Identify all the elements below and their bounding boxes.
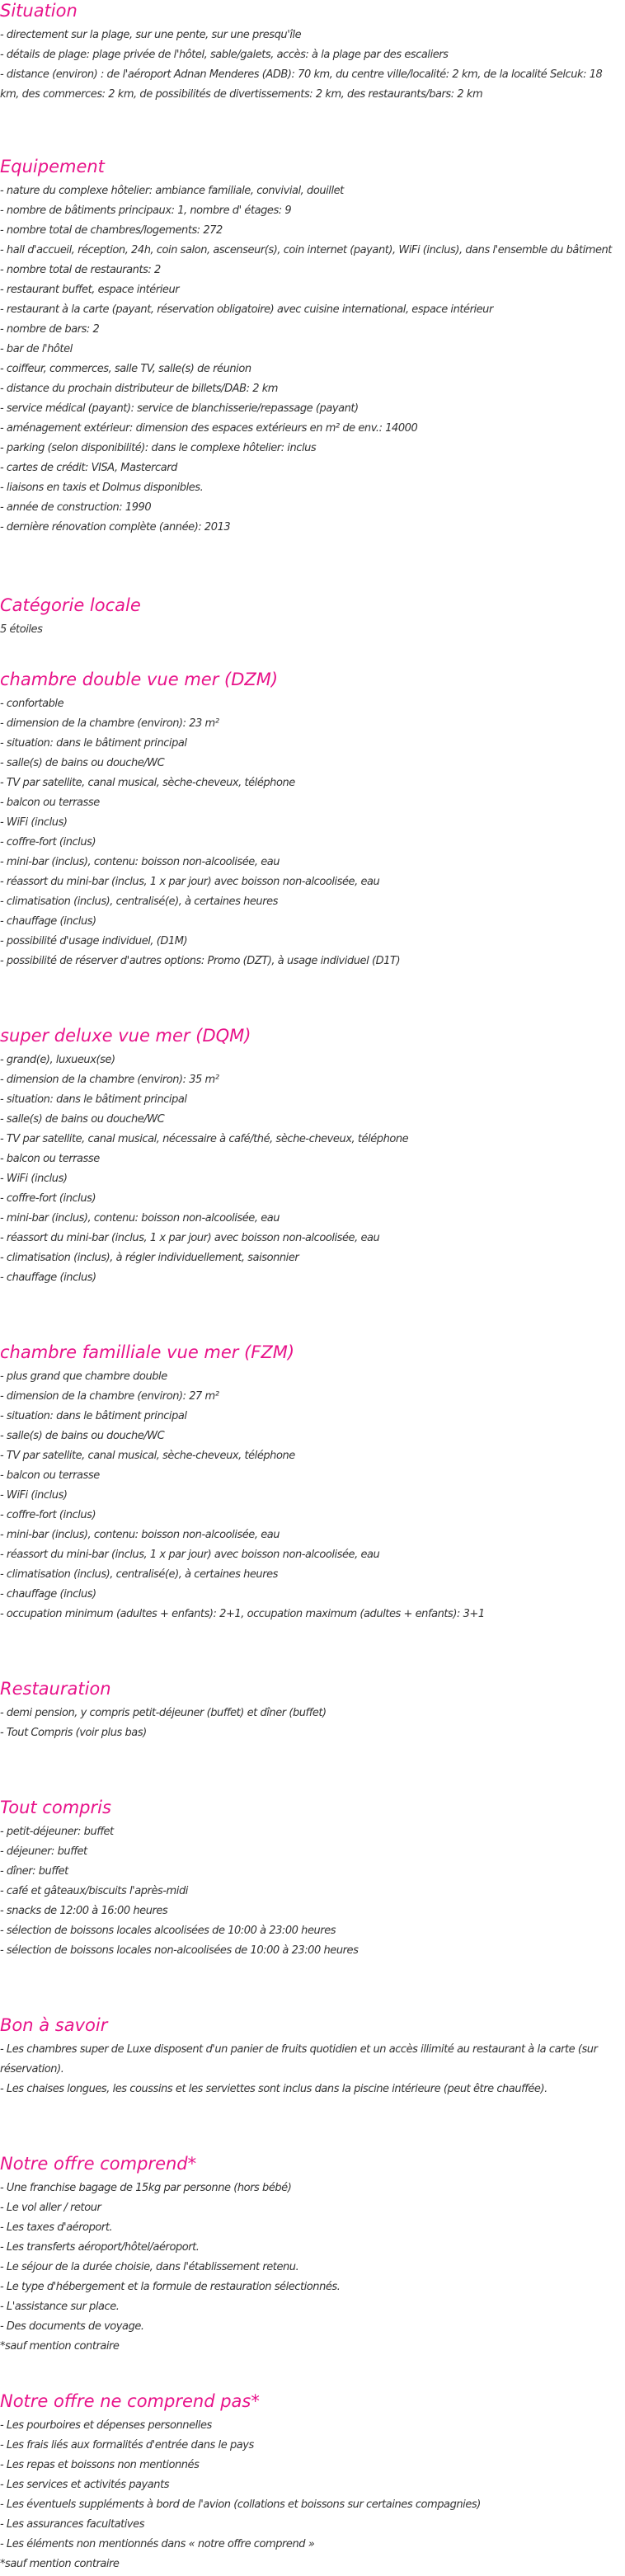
list-item: - directement sur la plage, sur une pente, sur une presqu'île <box>0 29 302 41</box>
list-item: - Une franchise bagage de 15kg par personne (hors bébé) <box>0 2182 292 2194</box>
section-lines <box>0 1051 625 1288</box>
list-item: - déjeuner: buffet <box>0 1845 87 1858</box>
list-item: - occupation minimum (adultes + enfants): 2+1, occupation maximum (adultes + enfants): 3+1 <box>0 1608 485 1620</box>
list-item: - WiFi (inclus) <box>0 816 68 829</box>
list-item: - Les services et activités payants <box>0 2479 170 2491</box>
section-offre-comprend <box>0 2153 625 2357</box>
list-item: - demi pension, y compris petit-déjeuner (buffet) et dîner (buffet) <box>0 1707 327 1719</box>
list-item: - Le séjour de la durée choisie, dans l'établissement retenu. <box>0 2261 299 2273</box>
list-item: - coffre-fort (inclus) <box>0 1192 96 1205</box>
section-heading: chambre familliale vue mer (FZM) <box>0 1342 295 1362</box>
section-situation <box>0 0 625 105</box>
list-item: - sélection de boissons locales non-alcoolisées de 10:00 à 23:00 heures <box>0 1944 359 1957</box>
list-item: - possibilité d'usage individuel, (D1M) <box>0 935 188 947</box>
list-item: - coffre-fort (inclus) <box>0 836 96 848</box>
section-heading: Situation <box>0 1 78 21</box>
section-lines <box>0 1704 625 1743</box>
list-item: - dimension de la chambre (environ): 35 m² <box>0 1074 219 1086</box>
list-item: - situation: dans le bâtiment principal <box>0 1093 187 1106</box>
list-item: - détails de plage: plage privée de l'hôtel, sable/galets, accès: à la plage par des escaliers <box>0 49 449 61</box>
list-item: - grand(e), luxueux(se) <box>0 1054 115 1066</box>
section-room-dqm <box>0 1025 625 1288</box>
list-item: - nombre de bâtiments principaux: 1, nombre d' étages: 9 <box>0 204 292 217</box>
list-item: - réassort du mini-bar (inclus, 1 x par jour) avec boisson non-alcoolisée, eau <box>0 1549 380 1561</box>
list-item: - nombre de bars: 2 <box>0 323 100 336</box>
list-item: - Le vol aller / retour <box>0 2202 101 2214</box>
category-stars: 5 étoiles <box>0 623 43 636</box>
section-room-dzm <box>0 669 625 971</box>
list-item: - liaisons en taxis et Dolmus disponibles. <box>0 482 204 494</box>
list-item: - Les pourboires et dépenses personnelles <box>0 2419 212 2432</box>
list-item: - mini-bar (inclus), contenu: boisson non-alcoolisée, eau <box>0 856 280 868</box>
section-lines <box>0 181 625 538</box>
list-item: - distance (environ) : de l'aéroport Adnan Menderes (ADB): 70 km, du centre ville/localité: 2 km, de la localité Selcuk: 18 km, des commerces: 2 km, de possibilités de divertissements: 2 km, des restaurants/bars: 2 km <box>0 68 603 101</box>
list-item: - mini-bar (inclus), contenu: boisson non-alcoolisée, eau <box>0 1212 280 1225</box>
section-heading: Notre offre ne comprend pas* <box>0 2391 260 2411</box>
list-item: - réassort du mini-bar (inclus, 1 x par jour) avec boisson non-alcoolisée, eau <box>0 876 380 888</box>
list-item: - salle(s) de bains ou douche/WC <box>0 757 165 769</box>
section-heading: Bon à savoir <box>0 2015 108 2035</box>
list-item: - hall d'accueil, réception, 24h, coin salon, ascenseur(s), coin internet (payant), WiFi (inclus), dans l'ensemble du bâtiment <box>0 244 612 256</box>
list-item: - nature du complexe hôtelier: ambiance familiale, convivial, douillet <box>0 185 344 197</box>
list-item: - coffre-fort (inclus) <box>0 1509 96 1521</box>
section-equipement <box>0 156 625 538</box>
list-item: - mini-bar (inclus), contenu: boisson non-alcoolisée, eau <box>0 1529 280 1541</box>
section-heading: Equipement <box>0 157 105 176</box>
list-item: - année de construction: 1990 <box>0 501 152 514</box>
list-item: - WiFi (inclus) <box>0 1173 68 1185</box>
section-heading: super deluxe vue mer (DQM) <box>0 1026 251 1046</box>
list-item: - Les taxes d'aéroport. <box>0 2221 113 2234</box>
list-item: - plus grand que chambre double <box>0 1370 167 1383</box>
list-item: - réassort du mini-bar (inclus, 1 x par jour) avec boisson non-alcoolisée, eau <box>0 1232 380 1244</box>
list-item: - climatisation (inclus), centralisé(e), à certaines heures <box>0 895 278 908</box>
section-heading: Restauration <box>0 1679 111 1699</box>
list-item: - restaurant buffet, espace intérieur <box>0 284 180 296</box>
list-item: - Les chambres super de Luxe disposent d'un panier de fruits quotidien et un accès illimité au restaurant à la carte (sur réservation). <box>0 2043 598 2075</box>
section-heading: Tout compris <box>0 1798 111 1817</box>
list-item: - chauffage (inclus) <box>0 1588 96 1601</box>
list-item: - Les transferts aéroport/hôtel/aéroport. <box>0 2241 200 2254</box>
list-item: - balcon ou terrasse <box>0 1469 100 1482</box>
list-item: - chauffage (inclus) <box>0 915 96 928</box>
list-item: - Des documents de voyage. <box>0 2320 144 2333</box>
section-heading: chambre double vue mer (DZM) <box>0 670 279 689</box>
footnote: *sauf mention contraire <box>0 2340 120 2353</box>
list-item: - climatisation (inclus), à régler individuellement, saisonnier <box>0 1252 299 1264</box>
section-lines <box>0 1822 625 1961</box>
list-item: - snacks de 12:00 à 16:00 heures <box>0 1905 168 1917</box>
list-item: - service médical (payant): service de blanchisserie/repassage (payant) <box>0 402 359 415</box>
list-item: - Les éventuels suppléments à bord de l'avion (collations et boissons sur certaines compagnies) <box>0 2498 481 2511</box>
section-offre-ne-comprend-pas <box>0 2390 625 2574</box>
section-lines <box>0 26 625 105</box>
list-item: - café et gâteaux/biscuits l'après-midi <box>0 1885 188 1897</box>
section-lines <box>0 2179 625 2357</box>
list-item: - petit-déjeuner: buffet <box>0 1826 114 1838</box>
list-item: - dîner: buffet <box>0 1865 68 1878</box>
list-item: - salle(s) de bains ou douche/WC <box>0 1113 165 1126</box>
list-item: - situation: dans le bâtiment principal <box>0 737 187 750</box>
list-item: - nombre total de chambres/logements: 272 <box>0 224 223 237</box>
section-heading: Notre offre comprend* <box>0 2154 197 2174</box>
list-item: - balcon ou terrasse <box>0 797 100 809</box>
list-item: - restaurant à la carte (payant, réservation obligatoire) avec cuisine international, espace intérieur <box>0 303 493 316</box>
section-lines <box>0 2416 625 2574</box>
list-item: - nombre total de restaurants: 2 <box>0 264 161 276</box>
list-item: - cartes de crédit: VISA, Mastercard <box>0 462 177 474</box>
list-item: - possibilité de réserver d'autres options: Promo (DZT), à usage individuel (D1T) <box>0 955 401 967</box>
section-lines <box>0 694 625 971</box>
list-item: - distance du prochain distributeur de billets/DAB: 2 km <box>0 383 278 395</box>
list-item: - confortable <box>0 698 64 710</box>
list-item: - Les chaises longues, les coussins et les serviettes sont inclus dans la piscine intérieure (peut être chauffée). <box>0 2083 547 2095</box>
footnote: *sauf mention contraire <box>0 2558 120 2570</box>
list-item: - balcon ou terrasse <box>0 1153 100 1165</box>
list-item: - Tout Compris (voir plus bas) <box>0 1727 147 1739</box>
list-item: - climatisation (inclus), centralisé(e), à certaines heures <box>0 1568 278 1581</box>
list-item: - dimension de la chambre (environ): 27 m² <box>0 1390 219 1403</box>
list-item: - L'assistance sur place. <box>0 2301 120 2313</box>
list-item: - dimension de la chambre (environ): 23 m² <box>0 717 219 730</box>
list-item: - Les éléments non mentionnés dans « notre offre comprend » <box>0 2538 315 2550</box>
list-item: - Le type d'hébergement et la formule de restauration sélectionnés. <box>0 2281 341 2293</box>
list-item: - sélection de boissons locales alcoolisées de 10:00 à 23:00 heures <box>0 1925 336 1937</box>
list-item: - parking (selon disponibilité): dans le complexe hôtelier: inclus <box>0 442 317 454</box>
list-item: - Les frais liés aux formalités d'entrée dans le pays <box>0 2439 254 2451</box>
section-tout-compris <box>0 1797 625 1961</box>
section-lines <box>0 1367 625 1624</box>
list-item: - Les assurances facultatives <box>0 2518 145 2531</box>
list-item: - WiFi (inclus) <box>0 1489 68 1502</box>
section-heading: Catégorie locale <box>0 595 141 615</box>
list-item: - TV par satellite, canal musical, sèche-cheveux, téléphone <box>0 1450 295 1462</box>
list-item: - salle(s) de bains ou douche/WC <box>0 1430 165 1442</box>
list-item: - TV par satellite, canal musical, sèche-cheveux, téléphone <box>0 777 295 789</box>
section-categorie-locale <box>0 595 625 640</box>
list-item: - Les repas et boissons non mentionnés <box>0 2459 200 2471</box>
section-bon-a-savoir <box>0 2014 625 2099</box>
section-lines <box>0 2040 625 2099</box>
section-restauration <box>0 1678 625 1743</box>
list-item: - situation: dans le bâtiment principal <box>0 1410 187 1422</box>
list-item: - chauffage (inclus) <box>0 1272 96 1284</box>
list-item: - coiffeur, commerces, salle TV, salle(s) de réunion <box>0 363 251 375</box>
list-item: - dernière rénovation complète (année): 2013 <box>0 521 231 534</box>
list-item: - aménagement extérieur: dimension des espaces extérieurs en m² de env.: 14000 <box>0 422 418 435</box>
list-item: - bar de l'hôtel <box>0 343 73 355</box>
list-item: - TV par satellite, canal musical, nécessaire à café/thé, sèche-cheveux, téléphone <box>0 1133 409 1145</box>
section-room-fzm <box>0 1342 625 1624</box>
